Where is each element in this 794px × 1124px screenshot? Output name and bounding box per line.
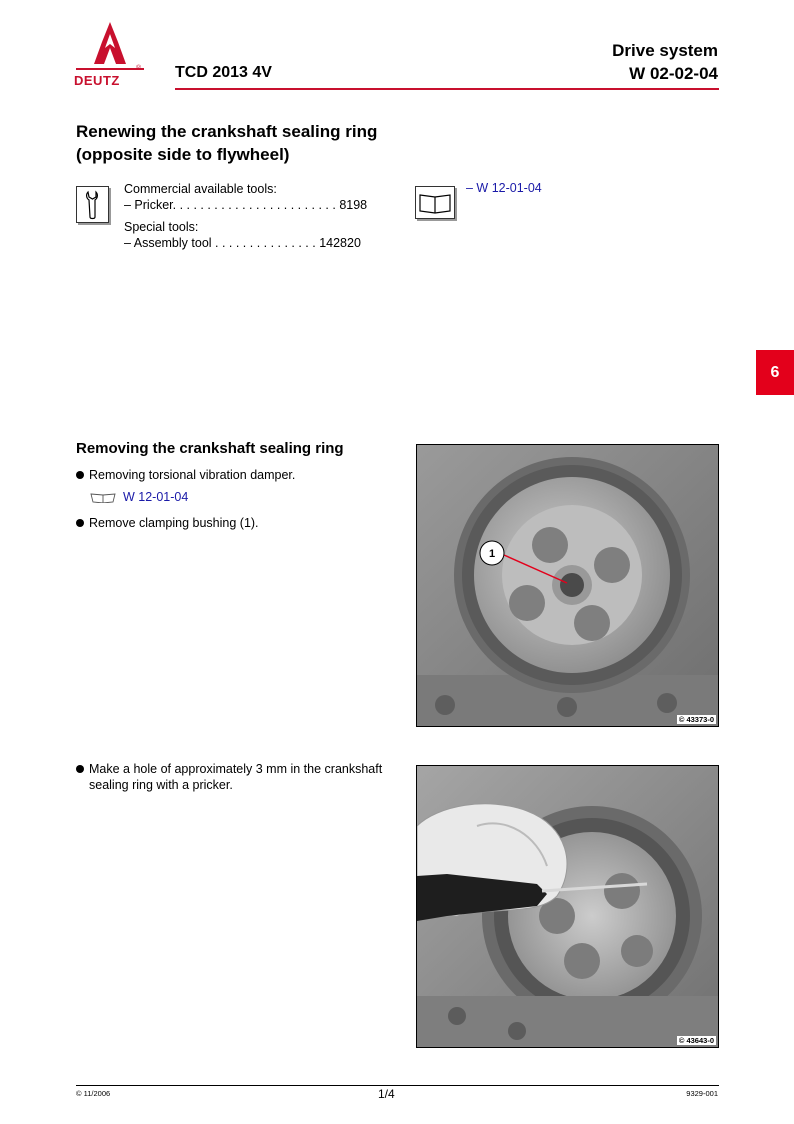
step-make-hole: Make a hole of approximately 3 mm in the crankshaft sealing ring with a pricker. <box>76 761 406 793</box>
footer-date: © 11/2006 <box>76 1089 111 1098</box>
photo2-code: © 43643-0 <box>678 1036 714 1045</box>
special-tool-item: – Assembly tool . . . . . . . . . . . . . . . 142820 <box>124 236 361 250</box>
chapter-tab[interactable]: 6 <box>756 350 794 395</box>
page-title-line2: (opposite side to flywheel) <box>76 145 290 164</box>
step-damper-reference[interactable] <box>89 490 188 504</box>
book-icon <box>89 491 117 503</box>
engine-model: TCD 2013 4V <box>175 64 272 81</box>
footer-rule <box>76 1085 719 1086</box>
registered-mark: ® <box>136 65 142 72</box>
page-title-line1: Renewing the crankshaft sealing ring <box>76 122 378 141</box>
callout-1: 1 <box>488 548 496 560</box>
section-title: Drive system <box>612 41 718 60</box>
reference-link[interactable]: – W 12-01-04 <box>466 181 542 195</box>
photo-pricker-hole <box>416 765 719 1048</box>
commercial-tool-item: – Pricker. . . . . . . . . . . . . . . . . . . . . . . . 8198 <box>124 198 368 212</box>
page-number: 1/4 <box>378 1087 395 1101</box>
brand-name: DEUTZ <box>74 73 120 88</box>
special-tools-label: Special tools: <box>124 220 199 234</box>
document-number: 9329-001 <box>686 1089 718 1098</box>
deutz-logo <box>74 20 146 92</box>
section-code: W 02-02-04 <box>629 64 718 83</box>
wrench-icon <box>76 186 109 223</box>
damper-reference-text[interactable]: W 12-01-04 <box>123 490 189 504</box>
photo-damper-removed <box>416 444 719 727</box>
step-remove-bushing: Remove clamping bushing (1). <box>76 515 406 531</box>
step-remove-damper: Removing torsional vibration damper. <box>76 467 406 483</box>
tools-list <box>124 181 367 251</box>
page-title <box>76 120 377 166</box>
header-rule <box>175 88 719 90</box>
photo1-code: © 43373-0 <box>678 715 714 724</box>
removing-title: Removing the crankshaft sealing ring <box>76 440 344 457</box>
book-icon <box>415 186 455 219</box>
commercial-tools-label: Commercial available tools: <box>124 182 277 196</box>
